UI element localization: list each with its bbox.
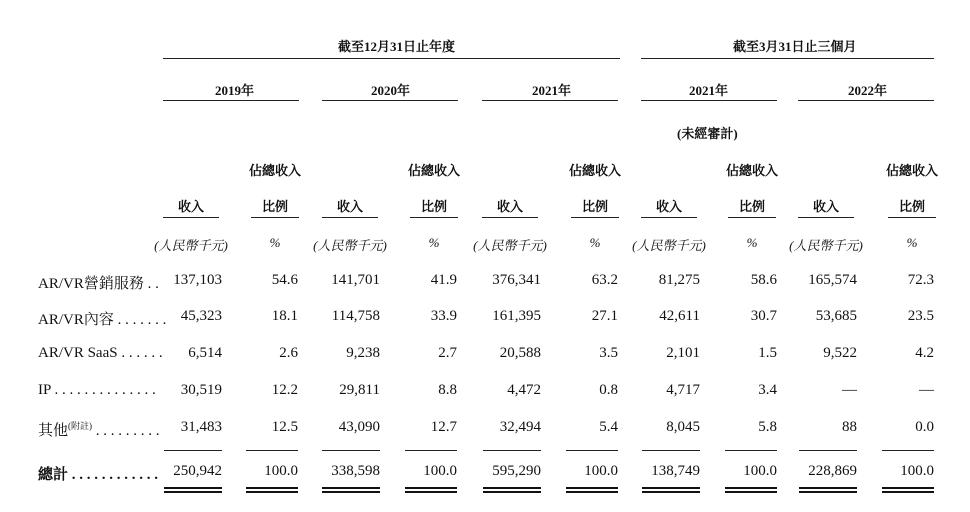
col-header-revenue-rule xyxy=(798,217,854,218)
total-cell: 100.0 xyxy=(584,463,618,479)
subtotal-rule xyxy=(882,450,934,451)
unit-percent: % xyxy=(589,235,601,250)
unit-percent: % xyxy=(428,235,440,250)
row-label-text: IP . . . . . . . . . . . . . . xyxy=(38,382,156,398)
unit-percent: % xyxy=(746,235,758,250)
unit-rmb: (人民幣千元) xyxy=(313,238,387,253)
table-cell: 31,483 xyxy=(180,419,222,435)
year-2020: 2020年 xyxy=(371,83,411,98)
table-cell: 63.2 xyxy=(591,272,618,288)
table-cell: 58.6 xyxy=(750,272,777,288)
col-header-ratio-line1: 佔總收入 xyxy=(885,163,938,178)
unit-rmb: (人民幣千元) xyxy=(632,238,706,253)
row-label-text: AR/VR SaaS . . . . . . xyxy=(38,345,163,361)
total-double-rule xyxy=(642,487,700,493)
subtotal-rule xyxy=(405,450,457,451)
table-cell: 2.7 xyxy=(438,345,457,361)
col-header-revenue: 收入 xyxy=(177,199,204,214)
total-double-rule xyxy=(483,487,541,493)
table-cell: 18.1 xyxy=(271,308,298,324)
col-header-revenue: 收入 xyxy=(655,199,682,214)
table-cell: 4.2 xyxy=(915,345,934,361)
table-cell: 54.6 xyxy=(271,272,298,288)
col-header-ratio-line2: 比例 xyxy=(898,199,925,214)
table-cell: 9,238 xyxy=(346,345,380,361)
year-2022-q1: 2022年 xyxy=(848,83,888,98)
table-cell: 12.2 xyxy=(271,382,298,398)
table-cell: — xyxy=(919,382,934,398)
col-header-revenue-rule xyxy=(641,217,697,218)
col-header-ratio-line2: 比例 xyxy=(581,199,608,214)
table-cell: 3.5 xyxy=(599,345,618,361)
table-cell: 53,685 xyxy=(815,308,857,324)
table-cell: 43,090 xyxy=(338,419,380,435)
subtotal-rule xyxy=(725,450,777,451)
total-double-rule xyxy=(725,487,777,493)
subtotal-rule xyxy=(246,450,298,451)
col-header-ratio-line2: 比例 xyxy=(420,199,447,214)
table-cell: — xyxy=(842,382,857,398)
group-header-quarter: 截至3月31日止三個月 xyxy=(733,39,857,54)
total-double-rule xyxy=(882,487,934,493)
subtotal-rule xyxy=(164,450,222,451)
table-cell: 3.4 xyxy=(758,382,777,398)
year-2019-rule xyxy=(163,100,299,101)
group-header-quarter-rule xyxy=(641,58,934,59)
group-header-annual: 截至12月31日止年度 xyxy=(338,39,456,54)
col-header-ratio-line2: 比例 xyxy=(738,199,765,214)
table-cell: 6,514 xyxy=(188,345,222,361)
col-header-ratio-line1: 佔總收入 xyxy=(725,163,778,178)
table-cell: 72.3 xyxy=(907,272,934,288)
total-double-rule xyxy=(246,487,298,493)
year-2021-q1-rule xyxy=(641,100,777,101)
col-header-revenue: 收入 xyxy=(336,199,363,214)
group-header-annual-rule xyxy=(163,58,620,59)
table-cell: 1.5 xyxy=(758,345,777,361)
unaudited-note: (未經審計) xyxy=(677,126,738,141)
table-cell: 9,522 xyxy=(823,345,857,361)
unit-rmb: (人民幣千元) xyxy=(154,238,228,253)
col-header-revenue-rule xyxy=(322,217,378,218)
total-double-rule xyxy=(405,487,457,493)
year-2022-q1-rule xyxy=(798,100,934,101)
table-cell: 141,701 xyxy=(331,272,380,288)
table-cell: 81,275 xyxy=(658,272,700,288)
year-2021-q1: 2021年 xyxy=(689,83,729,98)
table-cell: 32,494 xyxy=(499,419,541,435)
unit-percent: % xyxy=(906,235,918,250)
row-label-leader: . . . . . . . . . xyxy=(92,423,160,439)
table-cell: 4,717 xyxy=(666,382,700,398)
table-cell: 0.0 xyxy=(915,419,934,435)
table-cell: 0.8 xyxy=(599,382,618,398)
subtotal-rule xyxy=(799,450,857,451)
total-cell: 100.0 xyxy=(743,463,777,479)
table-cell: 4,472 xyxy=(507,382,541,398)
row-label-text: AR/VR營銷服務 . . xyxy=(38,276,159,292)
subtotal-rule xyxy=(322,450,380,451)
col-header-revenue: 收入 xyxy=(496,199,523,214)
total-cell: 250,942 xyxy=(173,463,222,479)
table-cell: 114,758 xyxy=(331,308,380,324)
total-cell: 595,290 xyxy=(492,463,541,479)
col-header-ratio-rule xyxy=(888,217,936,218)
year-2021: 2021年 xyxy=(532,83,572,98)
subtotal-rule xyxy=(483,450,541,451)
col-header-ratio-rule xyxy=(410,217,458,218)
table-cell: 23.5 xyxy=(907,308,934,324)
table-cell: 30.7 xyxy=(750,308,777,324)
col-header-ratio-rule xyxy=(571,217,619,218)
subtotal-rule xyxy=(642,450,700,451)
unit-rmb: (人民幣千元) xyxy=(789,238,863,253)
unit-rmb: (人民幣千元) xyxy=(473,238,547,253)
year-2020-rule xyxy=(322,100,458,101)
table-cell: 42,611 xyxy=(659,308,700,324)
row-label-footnote: (附註) xyxy=(68,421,93,431)
table-cell: 88 xyxy=(842,419,857,435)
table-cell: 12.5 xyxy=(271,419,298,435)
table-cell: 376,341 xyxy=(492,272,541,288)
total-cell: 138,749 xyxy=(651,463,700,479)
subtotal-rule xyxy=(566,450,618,451)
table-cell: 29,811 xyxy=(339,382,380,398)
table-cell: 165,574 xyxy=(808,272,857,288)
table-cell: 30,519 xyxy=(180,382,222,398)
table-cell: 8.8 xyxy=(438,382,457,398)
total-label: 總計 . . . . . . . . . . . . xyxy=(38,467,159,483)
col-header-revenue-rule xyxy=(482,217,538,218)
table-cell: 2.6 xyxy=(279,345,298,361)
total-double-rule xyxy=(799,487,857,493)
year-2019: 2019年 xyxy=(215,83,255,98)
col-header-ratio-rule xyxy=(251,217,299,218)
col-header-ratio-line1: 佔總收入 xyxy=(568,163,621,178)
table-cell: 12.7 xyxy=(430,419,457,435)
col-header-ratio-rule xyxy=(728,217,776,218)
total-cell: 228,869 xyxy=(808,463,857,479)
col-header-revenue-rule xyxy=(163,217,219,218)
total-cell: 100.0 xyxy=(900,463,934,479)
total-cell: 100.0 xyxy=(423,463,457,479)
table-cell: 161,395 xyxy=(492,308,541,324)
total-double-rule xyxy=(164,487,222,493)
total-double-rule xyxy=(322,487,380,493)
year-2021-rule xyxy=(482,100,618,101)
table-cell: 41.9 xyxy=(430,272,457,288)
unit-percent: % xyxy=(269,235,281,250)
total-cell: 100.0 xyxy=(264,463,298,479)
table-cell: 137,103 xyxy=(173,272,222,288)
total-cell: 338,598 xyxy=(331,463,380,479)
table-cell: 27.1 xyxy=(591,308,618,324)
table-cell: 45,323 xyxy=(180,308,222,324)
row-label-text: 其他 xyxy=(38,423,69,439)
col-header-ratio-line1: 佔總收入 xyxy=(248,163,301,178)
table-cell: 5.8 xyxy=(758,419,777,435)
table-cell: 33.9 xyxy=(430,308,457,324)
table-cell: 20,588 xyxy=(499,345,541,361)
total-double-rule xyxy=(566,487,618,493)
col-header-ratio-line1: 佔總收入 xyxy=(407,163,460,178)
table-cell: 5.4 xyxy=(599,419,618,435)
table-cell: 8,045 xyxy=(666,419,700,435)
col-header-ratio-line2: 比例 xyxy=(261,199,288,214)
col-header-revenue: 收入 xyxy=(812,199,839,214)
row-label-text: AR/VR內容 . . . . . . . xyxy=(38,312,167,328)
table-cell: 2,101 xyxy=(666,345,700,361)
